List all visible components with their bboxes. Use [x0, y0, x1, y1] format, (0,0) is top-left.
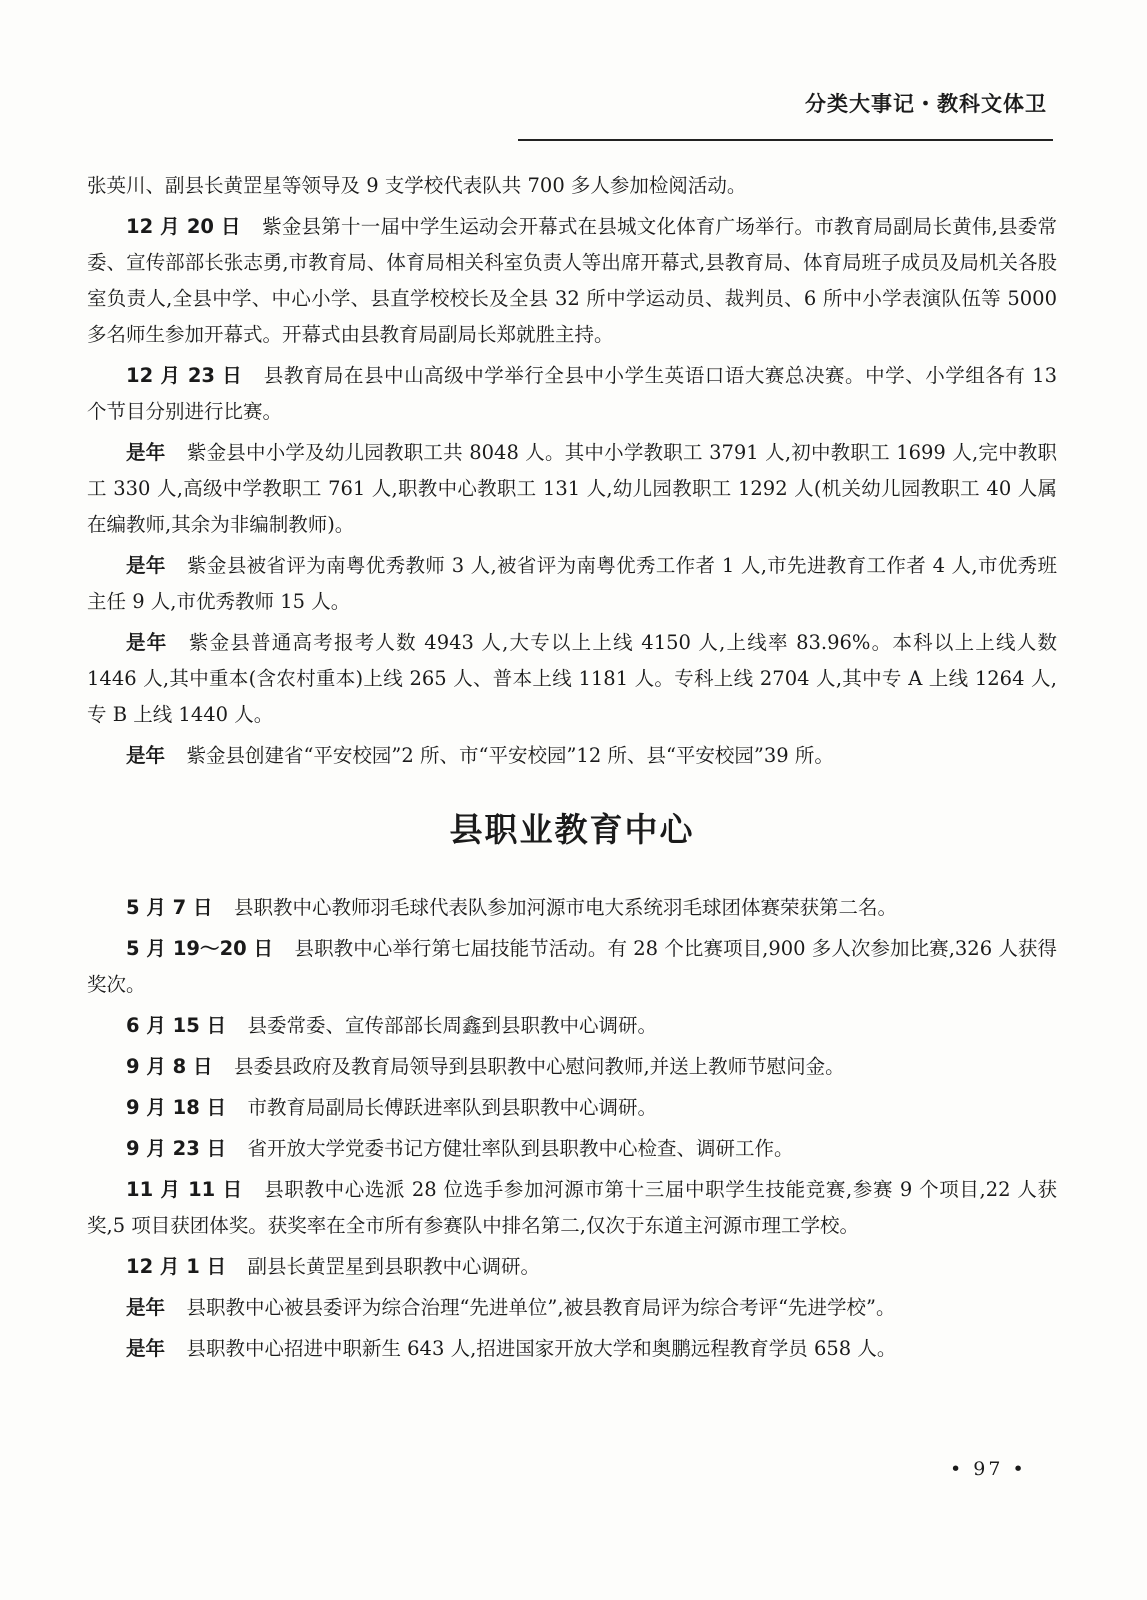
- entry-text: 县职教中心被县委评为综合治理“先进单位”,被县教育局评为综合考评“先进学校”。: [186, 1296, 896, 1319]
- entry-date: 是年: [126, 631, 168, 654]
- entry-date: 5 月 19～20 日: [126, 937, 274, 960]
- entry-date: 12 月 20 日: [126, 215, 241, 238]
- entry-text: 紫金县中小学及幼儿园教职工共 8048 人。其中小学教职工 3791 人,初中教职工 1699 人,完中教职工 330 人,高级中学教职工 761 人,职教中心教职工 131 人,幼儿园教职工 1292 人(机关幼儿园教职工 40 人属在编教师,其余为非编制教师)。: [87, 441, 1057, 536]
- entry-date: 11 月 11 日: [126, 1178, 243, 1201]
- entry-date: 是年: [126, 554, 166, 577]
- entry-text: 县委县政府及教育局领导到县职教中心慰问教师,并送上教师节慰问金。: [233, 1055, 845, 1078]
- section-title: 县职业教育中心: [449, 810, 695, 849]
- entry: [87, 931, 1057, 1003]
- entry: [87, 890, 1057, 926]
- entry-text: 县教育局在县中山高级中学举行全县中小学生英语口语大赛总决赛。中学、小学组各有 13 个节目分别进行比赛。: [87, 364, 1057, 423]
- entry: [87, 358, 1057, 430]
- entry: [87, 625, 1057, 733]
- entry-text: 县职教中心教师羽毛球代表队参加河源市电大系统羽毛球团体赛荣获第二名。: [233, 896, 897, 919]
- entry: [87, 1290, 1057, 1326]
- entry-date: 是年: [126, 1337, 166, 1360]
- entry: [87, 435, 1057, 543]
- entry: [87, 1249, 1057, 1285]
- entry-text: 省开放大学党委书记方健壮率队到县职教中心检查、调研工作。: [247, 1137, 794, 1160]
- header-rule: [518, 139, 1053, 141]
- entry: [87, 209, 1057, 353]
- entry-text: 副县长黄罡星到县职教中心调研。: [247, 1255, 541, 1278]
- entry: [87, 1049, 1057, 1085]
- entry-text: 县职教中心招进中职新生 643 人,招进国家开放大学和奥鹏远程教育学员 658 人。: [186, 1337, 897, 1360]
- entry-text: 县委常委、宣传部部长周鑫到县职教中心调研。: [247, 1014, 658, 1037]
- entry-text: 县职教中心选派 28 位选手参加河源市第十三届中职学生技能竞赛,参赛 9 个项目,22 人获奖,5 项目获团体奖。获奖率在全市所有参赛队中排名第二,仅次于东道主河源市理工学校。: [87, 1178, 1057, 1237]
- entry-date: 是年: [126, 744, 166, 767]
- page-number: • 97 •: [950, 1458, 1027, 1480]
- carryover-paragraph: 张英川、副县长黄罡星等领导及 9 支学校代表队共 700 多人参加检阅活动。: [87, 174, 747, 197]
- entry-text: 紫金县被省评为南粤优秀教师 3 人,被省评为南粤优秀工作者 1 人,市先进教育工作者 4 人,市优秀班主任 9 人,市优秀教师 15 人。: [87, 554, 1057, 613]
- entry-date: 12 月 23 日: [126, 364, 243, 387]
- entry-date: 9 月 18 日: [126, 1096, 227, 1119]
- entry-date: 是年: [126, 1296, 166, 1319]
- entry-date: 9 月 8 日: [126, 1055, 213, 1078]
- entry-text: 紫金县创建省“平安校园”2 所、市“平安校园”12 所、县“平安校园”39 所。: [186, 744, 834, 767]
- entry-text: 紫金县普通高考报考人数 4943 人,大专以上上线 4150 人,上线率 83.96%。本科以上上线人数 1446 人,其中重本(含农村重本)上线 265 人、普本上线 1181 人。专科上线 2704 人,其中专 A 上线 1264 人,专 B 上线 1440 人。: [87, 631, 1057, 726]
- entry-date: 9 月 23 日: [126, 1137, 227, 1160]
- entry: [87, 1172, 1057, 1244]
- entry: [87, 1131, 1057, 1167]
- page-body: [87, 168, 1057, 1372]
- entry-date: 5 月 7 日: [126, 896, 213, 919]
- entry: [87, 1090, 1057, 1126]
- entry-text: 紫金县第十一届中学生运动会开幕式在县城文化体育广场举行。市教育局副局长黄伟,县委常委、宣传部部长张志勇,市教育局、体育局相关科室负责人等出席开幕式,县教育局、体育局班子成员及局机关各股室负责人,全县中学、中心小学、县直学校校长及全县 32 所中学运动员、裁判员、6 所中小学表演队伍等 5000 多名师生参加开幕式。开幕式由县教育局副局长郑就胜主持。: [87, 215, 1057, 346]
- entry: [87, 548, 1057, 620]
- entry-date: 12 月 1 日: [126, 1255, 227, 1278]
- entry: [87, 1008, 1057, 1044]
- entry: [87, 738, 1057, 774]
- entry-text: 市教育局副局长傅跃进率队到县职教中心调研。: [247, 1096, 658, 1119]
- entry: [87, 1331, 1057, 1367]
- entry-date: 6 月 15 日: [126, 1014, 227, 1037]
- entry-date: 是年: [126, 441, 166, 464]
- entry-text: 县职教中心举行第七届技能节活动。有 28 个比赛项目,900 多人次参加比赛,326 人获得奖次。: [87, 937, 1057, 996]
- running-header: 分类大事记・教科文体卫: [805, 92, 1047, 116]
